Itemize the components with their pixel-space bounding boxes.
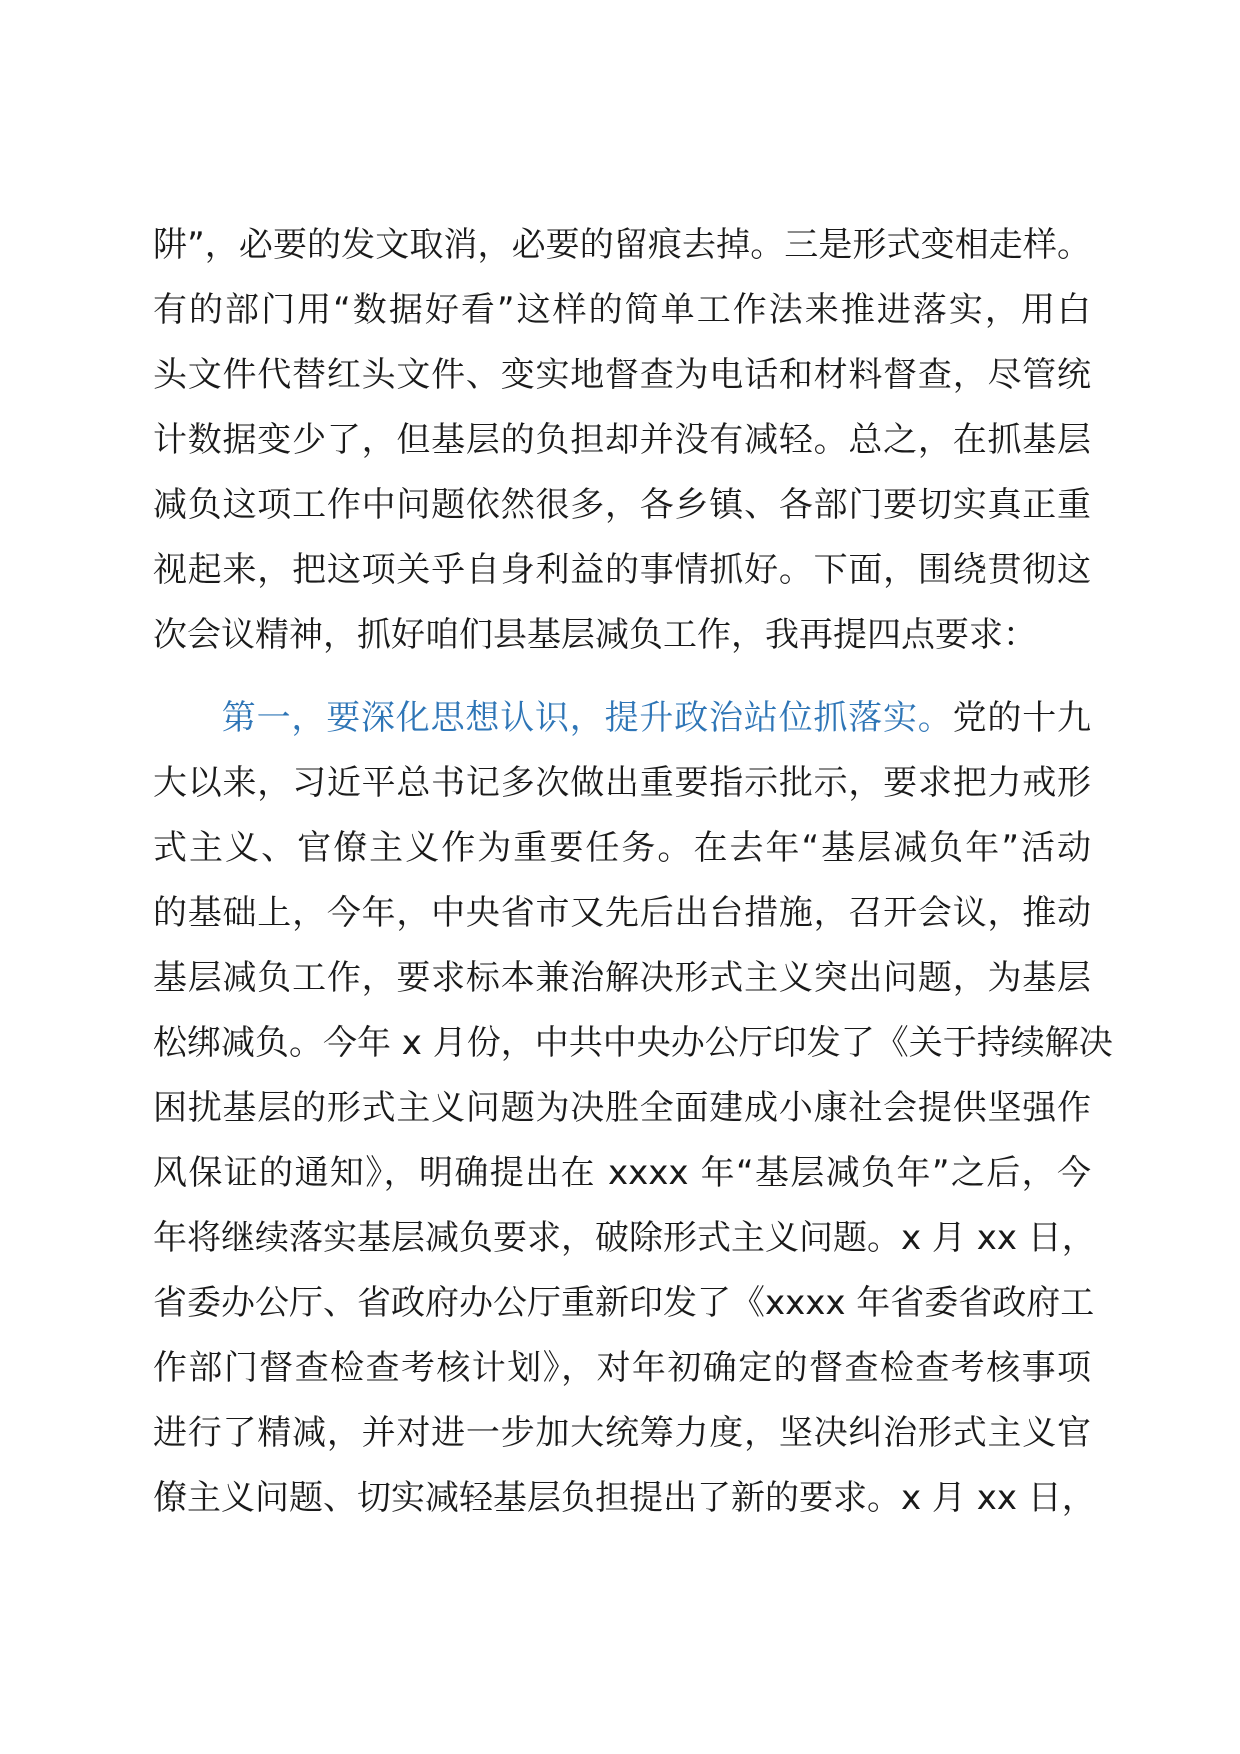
text-line: 式主义、官僚主义作为重要任务。在去年“基层减负年”活动 xyxy=(153,828,1091,868)
heading-line-rest: 党的十九 xyxy=(952,698,1092,738)
text-line: 基层减负工作，要求标本兼治解决形式主义突出问题，为基层 xyxy=(153,958,1091,998)
text-line: 减负这项工作中问题依然很多，各乡镇、各部门要切实真正重 xyxy=(153,485,1091,525)
paragraph-continuation xyxy=(153,213,1091,668)
text-line: 作部门督查检查考核计划》，对年初确定的督查检查考核事项 xyxy=(153,1348,1091,1388)
text-line: 省委办公厅、省政府办公厅重新印发了《xxxx 年省委省政府工 xyxy=(153,1283,1095,1323)
text-line: 头文件代替红头文件、变实地督查为电话和材料督查，尽管统 xyxy=(153,355,1091,395)
text-line: 松绑减负。今年 x 月份，中共中央办公厅印发了《关于持续解决 xyxy=(153,1023,1113,1063)
text-line: 的基础上，今年，中央省市又先后出台措施，召开会议，推动 xyxy=(153,893,1091,933)
text-line: 风保证的通知》，明确提出在 xxxx 年“基层减负年”之后，今 xyxy=(153,1153,1091,1193)
text-line: 视起来，把这项关乎自身利益的事情抓好。下面，围绕贯彻这 xyxy=(153,550,1091,590)
text-line: 计数据变少了，但基层的负担却并没有减轻。总之，在抓基层 xyxy=(153,420,1091,460)
text-line: 年将继续落实基层减负要求，破除形式主义问题。x 月 xx 日， xyxy=(153,1218,1096,1258)
section-heading: 第一，要深化思想认识，提升政治站位抓落实。 xyxy=(221,698,953,738)
paragraph-first-requirement xyxy=(153,686,1113,1531)
text-line xyxy=(153,686,1091,751)
text-line: 次会议精神，抓好咱们县基层减负工作，我再提四点要求： xyxy=(153,615,1037,655)
text-line: 大以来，习近平总书记多次做出重要指示批示，要求把力戒形 xyxy=(153,763,1091,803)
text-line: 进行了精减，并对进一步加大统筹力度，坚决纠治形式主义官 xyxy=(153,1413,1091,1453)
text-line: 阱”，必要的发文取消，必要的留痕去掉。三是形式变相走样。 xyxy=(153,225,1091,265)
text-line: 僚主义问题、切实减轻基层负担提出了新的要求。x 月 xx 日， xyxy=(153,1478,1096,1518)
text-line: 困扰基层的形式主义问题为决胜全面建成小康社会提供坚强作 xyxy=(153,1088,1091,1128)
text-line: 有的部门用“数据好看”这样的简单工作法来推进落实，用白 xyxy=(153,290,1091,330)
